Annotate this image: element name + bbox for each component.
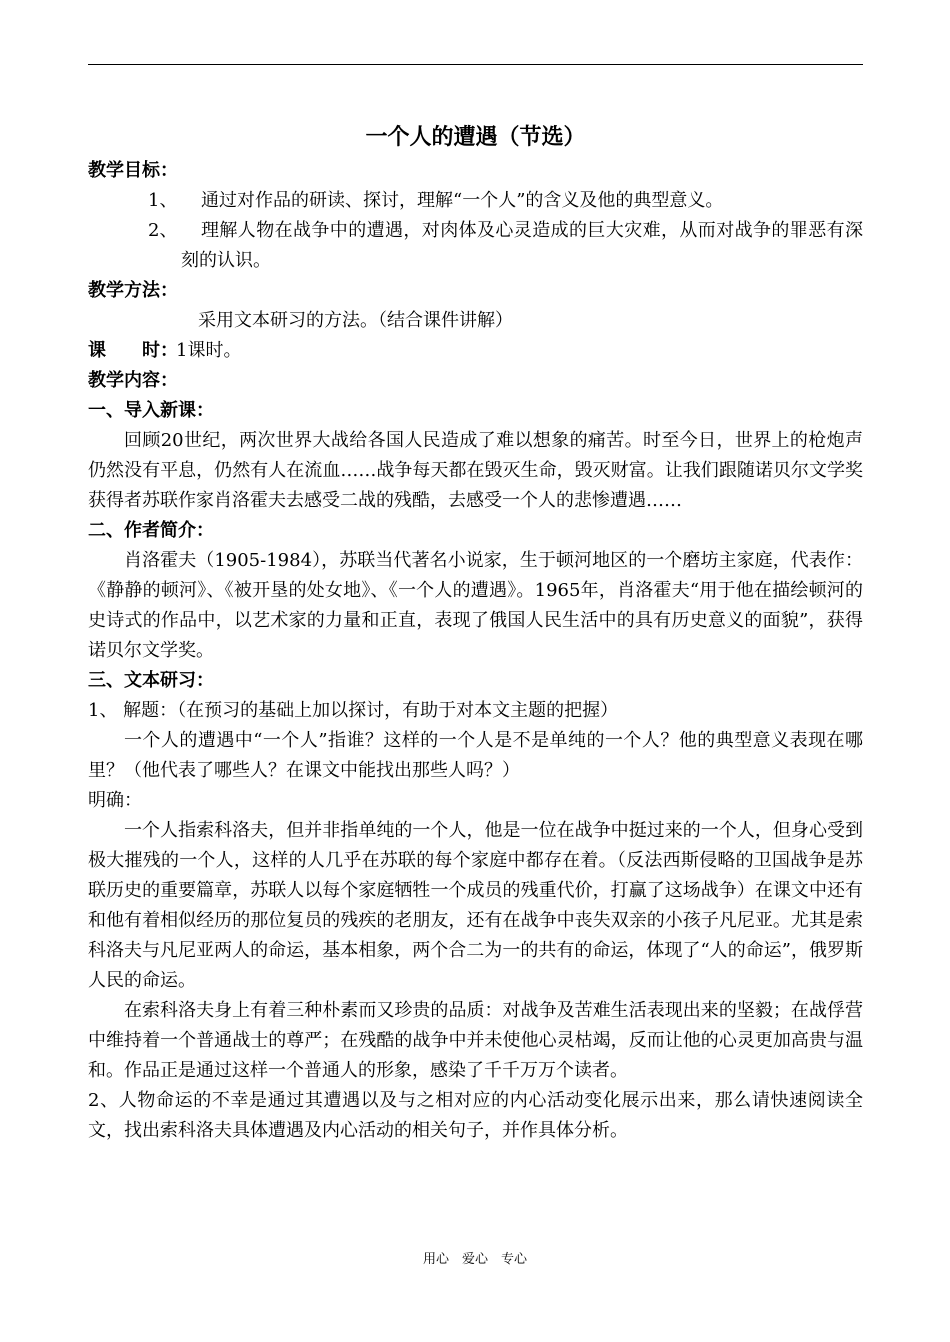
method-text: 采用文本研习的方法。（结合课件讲解） xyxy=(198,310,513,331)
question-2: 2、人物命运的不幸是通过其遭遇以及与之相对应的内心活动变化展示出来，那么请快速阅读全文，找出索科洛夫具体遭遇及内心活动的相关句子，并作具体分析。 xyxy=(88,1090,863,1141)
objective-text: 理解人物在战争中的遭遇，对肉体及心灵造成的巨大灾难，从而对战争的罪恶有深刻的认识。 xyxy=(181,220,863,271)
question-1-text: 一个人的遭遇中“一个人”指谁？这样的一个人是不是单纯的一个人？他的典型意义表现在哪里？（他代表了哪些人？在课文中能找出那些人吗？） xyxy=(88,730,863,781)
answer-paragraph-1: 一个人指索科洛夫，但并非指单纯的一个人，他是一位在战争中挺过来的一个人，但身心受到极大摧残的一个人，这样的人几乎在苏联的每个家庭中都存在着。（反法西斯侵略的卫国战争是苏联历史的重要篇章，苏联人以每个家庭牺牲一个成员的残重代价，打赢了这场战争）在课文中还有和他有着相似经历的那位复员的残疾的老朋友，还有在战争中丧失双亲的小孩子凡尼亚。尤其是索科洛夫与凡尼亚两人的命运，基本相象，两个合二为一的共有的命运，体现了“人的命运”，俄罗斯人民的命运。 xyxy=(88,820,863,991)
objectives-heading: 教学目标： xyxy=(88,160,178,181)
objective-item-2 xyxy=(88,216,863,276)
study-heading: 三、文本研习： xyxy=(88,670,214,691)
intro-paragraph: 回顾20世纪，两次世界大战给各国人民造成了难以想象的痛苦。时至今日，世界上的枪炮声仍然没有平息，仍然有人在流血……战争每天都在毁灭生命，毁灭财富。让我们跟随诺贝尔文学奖获得者苏联作家肖洛霍夫去感受二战的残酷，去感受一个人的悲惨遭遇…… xyxy=(88,430,863,511)
answer-paragraph-2: 在索科洛夫身上有着三种朴素而又珍贵的品质：对战争及苦难生活表现出来的坚毅；在战俘营中维持着一个普通战士的尊严；在残酷的战争中并未使他心灵枯竭，反而让他的心灵更加高贵与温和。作品正是通过这样一个普通人的形象，感染了千千万万个读者。 xyxy=(88,1000,863,1081)
lesson-hours-value: 1课时。 xyxy=(176,340,242,361)
content-heading: 教学内容： xyxy=(88,370,178,391)
document-body xyxy=(88,118,863,1146)
method-heading: 教学方法： xyxy=(88,280,178,301)
author-paragraph: 肖洛霍夫（1905-1984），苏联当代著名小说家，生于顿河地区的一个磨坊主家庭，代表作：《静静的顿河》、《被开垦的处女地》、《一个人的遭遇》。1965年，肖洛霍夫“用于他在描绘顿河的史诗式的作品中，以艺术家的力量和正直，表现了俄国人民生活中的具有历史意义的面貌”，获得诺贝尔文学奖。 xyxy=(88,550,863,661)
intro-heading: 一、导入新课： xyxy=(88,400,214,421)
objective-item-1 xyxy=(88,186,863,216)
page-footer: 用心 爱心 专心 xyxy=(422,1252,527,1267)
objective-number: 1、 xyxy=(148,190,178,211)
objective-text: 通过对作品的研读、探讨，理解“一个人”的含义及他的典型意义。 xyxy=(201,190,724,211)
page-title: 一个人的遭遇（节选） xyxy=(365,124,586,150)
author-heading: 二、作者简介： xyxy=(88,520,214,541)
objective-number: 2、 xyxy=(148,220,178,241)
lesson-hours-label: 课 时： xyxy=(88,340,178,361)
header-rule xyxy=(88,64,863,65)
clarify-label: 明确： xyxy=(88,790,142,811)
lesson-hours xyxy=(88,336,863,366)
question-1: 1、 解题：（在预习的基础上加以探讨，有助于对本文主题的把握） xyxy=(88,700,619,721)
